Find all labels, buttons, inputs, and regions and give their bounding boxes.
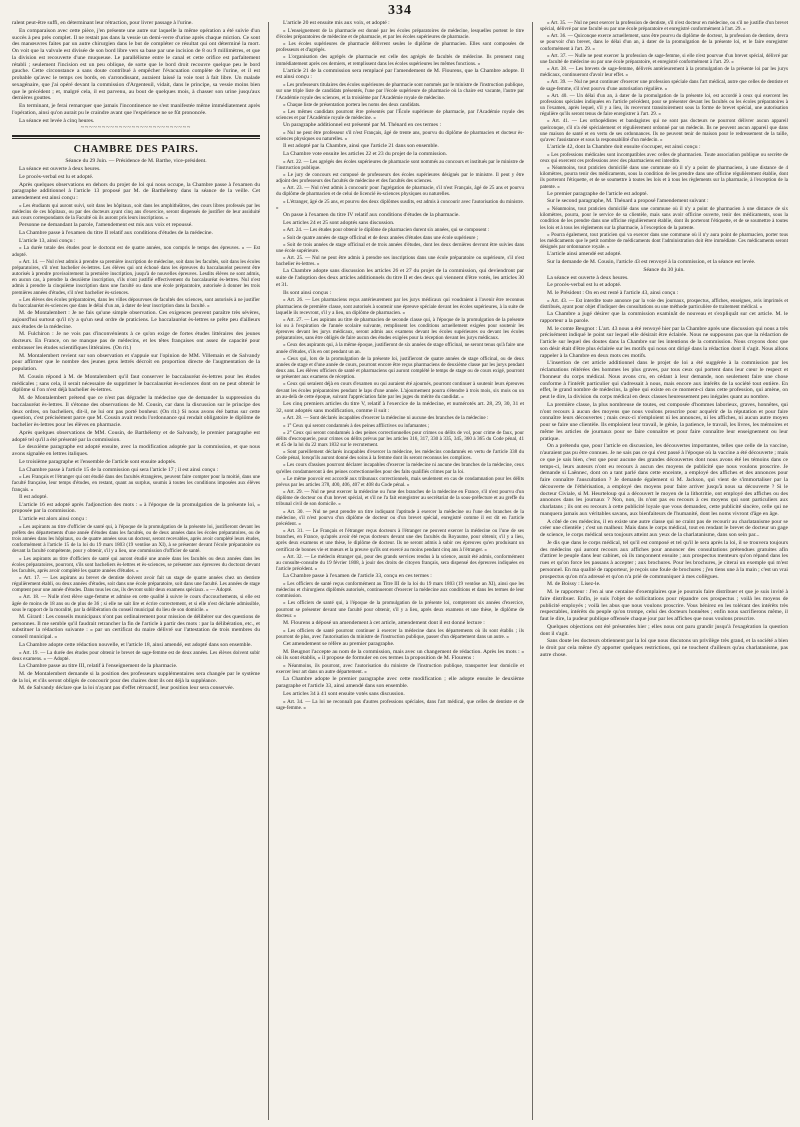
quoted-article: « Art. 22. — Les agrégés des écoles supérieures de pharmacie sont nommés au concours et institués par le ministre de l'instruction publique.	[276, 158, 524, 171]
quoted-article: « Ceux qui seraient déjà en cours d'examen ou qui auraient été ajournés, pourront continuer à soutenir leurs épreuves devant les écoles préparatoires pendant le laps d'une année. L'ajournement pourra s'étendre à trois mois, six mois ou un an au-delà de cette époque, suivant l'appréciation faite par les juges du mérite du candidat. »	[276, 381, 524, 400]
paragraph: Les cinq premiers articles du titre V, relatif à l'exercice de la médecine, et numérotés art. 28, 29, 30, 31 et 32, sont adoptés sans modification, comme il suit :	[276, 400, 524, 414]
quoted-article: « Art. 34. — La loi ne reconnaît pas d'autres professions spéciales, dans l'art médical, que celles de dentiste et de sage-femme. »	[276, 698, 524, 711]
paragraph: La séance est levée à cinq heures.	[19, 117, 95, 124]
speech: A côté de ces médecins, il en existe une autre classe qui ne craint pas de recourir au charlatanisme pour se créer une clientèle ; c'est un malheur. Mais dans le corps médical, tout en rendant le brevet de docteur un gage de science, le corps médical sera toujours atteint aux yeux de la charlatanisme, dans son sein par...	[540, 518, 788, 539]
paragraph: La Chambre adopte le premier paragraphe avec cette modification ; elle adopte ensuite le deuxième paragraphe et l'article 33, ainsi amendé dans son ensemble.	[276, 676, 524, 690]
paragraph: La Chambre adopte cette rédaction nouvelle, et l'article 18, ainsi amendé, est adopté dans son ensemble.	[19, 641, 252, 648]
quoted-article: « Art. 41. — Les orthopédistes et bandagistes qui ne sont pas docteurs ne pourront délivrer aucun appareil quelconque, s'il n'a été spécialement et régulièrement ordonné par un médecin. Ils ne peuvent aucun appareil que dans une maison de santé et en vertu de ses ordonnances. Ils ne peuvent tenir de maison pour le redressement de la taille, qu'avec l'assistance et sous la responsabilité d'un médecin. »	[540, 118, 788, 143]
speech: M. de Montalembert : Je ne fais qu'une simple observation. Ces exigences peuvent paraître très sévères, aujourd'hui surtout qu'il n'y a qu'un seul ordre de praticiens. Le baccalauréat ès-lettres se prête peu d'ailleurs aux études de la médecine.	[12, 310, 260, 330]
quoted-article: « Art. 29. — Nul ne peut exercer la médecine ou l'une des branches de la médecine en France, s'il n'est pourvu d'un diplôme de docteur ou d'un brevet spécial, et s'il ne l'a fait enregistrer au secrétariat de la sous-préfecture et au greffe du tribunal civil de son domicile. »	[276, 489, 524, 508]
paragraph: L'article ainsi amendé est adopté.	[547, 251, 622, 258]
quoted-article: « Art. 38. — Les brevets de sage-femme, délivrés antérieurement à la promulgation de la présente loi par les jurys médicaux, continueront d'avoir leur effet. »	[540, 66, 788, 79]
quoted-article: « Art. 31. — Le Français et l'étranger reçus docteurs à l'étranger ne peuvent exercer la médecine ou l'une de ses branches, en France, qu'après avoir été reçus docteurs devant une des facultés du Royaume, pour obtenir, s'il y a lieu, après deux examens et une thèse, le diplôme de docteur. Ils ne seront admis à subir ces épreuves qu'en produisant un certificat de bonnes vie et mœurs et la preuve qu'ils ont exercé au moins pendant cinq ans à l'étranger. »	[276, 528, 524, 553]
speech: M. de Boissy : Lisez-le.	[547, 581, 601, 588]
quoted-article: « Les élèves des écoles préparatoires, dans les villes dépourvues de facultés des sciences, sont autorisés à ne justifier du baccalauréat ès-sciences que dans le délai d'un an, à dater de leur inscription dans la faculté. »	[12, 296, 260, 309]
section-rule	[12, 138, 260, 139]
paragraph: L'article 21 de la commission sera remplacé par l'amendement de M. Flourens, que la Chambre adopte. Il est ainsi conçu :	[276, 67, 524, 81]
speech: M. Cousin répond à M. de Montalembert qu'il faut conserver le baccalauréat ès-lettres pour les études médicales ; sans cela, il serait nécessaire de supprimer le baccalauréat ès-sciences dont on ne peut obtenir le diplôme si l'on n'est déjà bachelier ès-lettres.	[12, 373, 260, 394]
paragraph: Cet amendement se réfère au premier paragraphe.	[283, 640, 395, 647]
quoted-article: « Art. 32. — Le médecin étranger qui, pour des grands services rendus à la science, aurait été admis, conformément au consulte-consulte du 19 février 1808, à jouir des droits de citoyen français, sera dispensé des épreuves indiquées en l'article précédent. »	[276, 553, 524, 572]
quoted-article: « Art. 24. — Les études pour obtenir le diplôme de pharmacien durent six années, qui se composent :	[283, 227, 490, 234]
sitting-header: Séance du 30 juin.	[643, 266, 685, 273]
quoted-article: « L'enseignement de la pharmacie est donné par les écoles préparatoires de médecine, lesquelles portent le titre d'écoles préparatoires de médecine et de pharmacie, et par les écoles supérieures de pharmacie.	[276, 27, 524, 40]
paragraph: Le procès-verbal est lu et adopté.	[19, 173, 94, 180]
quoted-article: « Les officiers de santé pourront continuer à exercer la médecine dans les départements où ils sont établis ; ils pourront de plus, avec l'autorisation du ministre de l'instruction publique, passer d'un département dans un autre. »	[276, 627, 524, 640]
paragraph: L'article 13, ainsi conçu :	[19, 237, 76, 244]
quoted-article: « Nul ne peut être professeur s'il n'est Français, âgé de trente ans, pourvu du diplôme de pharmacien et docteur ès-sciences physiques ou naturelles. »	[276, 129, 524, 143]
speech: M. de Salvandy déclare que la loi n'ayant pas d'effet rétroactif, leur position leur sera conservée.	[19, 685, 235, 692]
paragraph: Le procès-verbal est lu et adopté.	[547, 282, 622, 289]
paragraph: L'article 42, dont la Chambre doit ensuite s'occuper, est ainsi conçu :	[547, 143, 701, 150]
paragraph: La séance est ouverte à deux heures.	[547, 274, 629, 281]
quoted-article: « Art. 18. — Nulle n'est élève sage-femme et admise en cette qualité à suivre le cours d'accouchements, si elle est âgée de moins de 18 ans ou de plus de 36 ; si elle ne sait lire et écrire correctement, et si elle n'est déclarée admissible, sous le rapport de la moralité, par la délibération du conseil municipal du lieu de son domicile. »	[12, 594, 260, 613]
quoted-article: « Art. 14. — Nul n'est admis à prendre sa première inscription de médecine, soit dans les facultés, soit dans les écoles préparatoires, s'il n'est bachelier ès-lettres. Les élèves qui ont échoué dans les épreuves du baccalauréat peuvent être autorisés à prendre provisoirement la première inscription, jusqu'à de nouvelles épreuves. Lesdits élèves ne sont admis, en aucun cas, à prendre la deuxième inscription, s'ils n'ont justifié effectivement du baccalauréat ès-lettres. Nul n'est admis à prendre la cinquième inscription dans une faculté ou dans une école préparatoire, autorisée à donner les trois premières années d'études, s'il n'est bachelier ès-sciences.	[12, 258, 260, 296]
paragraph: ralent peut-être suffi, en déterminant leur rétraction, pour livrer passage à l'urine.	[12, 20, 193, 26]
quoted-article: « Néanmoins, ils pourront, avec l'autorisation du ministre de l'instruction publique, transporter leur domicile et exercer leur art dans un autre département. »	[276, 663, 524, 676]
quoted-article: « Art. 40. — Un délai d'un an, à dater de la promulgation de la présente loi, est accordé à ceux qui exercent les professions spéciales indiquées en l'article précédent, pour se présenter devant les facultés ou les écoles préparatoires à un l'examen, après lequel, s'il y a lieu, ils recevront transitoirement sous la forme de brevet spécial, une autorisation régulière qu'ils seront tenus de faire enregistrer à l'art. 29. »	[540, 92, 788, 118]
page-number: 334	[388, 3, 412, 18]
paragraph: La Chambre adopte sans discussion les articles 26 et 27 du projet de la commission, qui deviendront par suite de l'adoption des deux articles additionnels du titre II et des deux qui viennent d'être votés, les articles 30 et 31.	[276, 268, 524, 288]
quoted-article: « Art. 26. — Les pharmaciens reçus antérieurement par les jurys médicaux qui voudraient à l'avenir être reconnus pharmaciens de première classe, sont autorisés à soutenir une épreuve spéciale devant les écoles supérieures, à la suite de laquelle ils recevront, s'il y a lieu, un diplôme de pharmacien. »	[276, 297, 524, 316]
column-divider	[532, 22, 533, 1120]
speech: M. Beugnot l'accepte au nom de la commission, mais avec un changement de rédaction. Après les mots : « où ils sont établis, » il propose de formuler en ces termes la proposition de M. Flourens :	[276, 648, 524, 662]
quoted-article: « Art. 35. — Nul ne peut exercer la profession de dentiste, s'il n'est docteur en médecine, ou s'il ne justifie d'un brevet spécial, délivré par une faculté ou par une école préparatoire et enregistré conformément à l'art. 29. »	[540, 20, 788, 33]
quoted-article: « Art. 37. — Nulle ne peut exercer la profession de sage-femme, si elle n'est pourvue d'un brevet spécial, délivré par une faculté de médecine ou par une école préparatoire, et enregistré conformément à l'art. 29. »	[540, 52, 788, 65]
speech: M. Montalembert revient sur son observation et s'appuie sur l'opinion de MM. Villemain et de Salvandy pour affirmer que le nombre des jeunes gens lettrés décroît en proportion directe de l'augmentation de la population.	[12, 352, 260, 373]
paragraph: Le premier paragraphe de l'article est adopté.	[547, 190, 648, 197]
quoted-article: « L'organisation des agrégés de pharmacie est celle des agrégés de facultés de médecine. Ils prennent rang immédiatement après ces derniers, et remplissent dans les écoles supérieures les mêmes fonctions. »	[276, 54, 524, 67]
paragraph: L'article est alors ainsi conçu :	[19, 516, 87, 522]
speech: Quelques objections ont été présentées hier ; elles nous ont paru grandir jusqu'à l'exagération la question dont il s'agit.	[540, 623, 788, 637]
quoted-article: « Ceux qui, lors de la promulgation de la présente loi, justifieront de quatre années de stage officinal, ou de deux années de stage et d'une année de cours, pourront encore être reçus pharmaciens de deuxième classe par les jurys pendant deux ans. Les élèves officiers de santé et pharmaciens qui auront complété le temps de stage ou de cours exigé, pourront se présenter aux examens de réception.	[276, 355, 524, 381]
quoted-article: « Les professeurs titulaires des écoles supérieures de pharmacie sont nommés par le ministre de l'instruction publique, sur une triple liste de candidats présentés, l'une par l'école supérieure de pharmacie où la chaire est vacante, l'autre par l'Académie royale des sciences, et la troisième par l'Académie royale de médecine.	[276, 82, 524, 101]
quoted-article: « Les écoles supérieures de pharmacie délivrent seules le diplôme de pharmacien. Elles sont composées de professeurs et d'agrégés.	[276, 41, 524, 54]
column-right	[540, 20, 788, 1120]
quoted-article: « 1° Ceux qui seront condamnés à des peines afflictives ou infamantes ;	[283, 422, 430, 429]
sitting-header: Séance du 29 Juin. — Présidence de M. Barthe, vice-président.	[65, 158, 207, 165]
section-ornament: ~~~~~~~~~~~~~~~~~~~~~~~~~~	[80, 125, 192, 132]
quoted-article: « Art. 23. — Nul n'est admis à concourir pour l'agrégation de pharmacie, s'il n'est Français, âgé de 25 ans et pourvu du diplôme de pharmacien et de celui de licencié ès-sciences physiques ou naturelles.	[276, 185, 524, 198]
paragraph: On passe à l'examen du titre IV relatif aux conditions d'études de la pharmacie.	[283, 211, 460, 218]
section-heading: CHAMBRE DES PAIRS.	[73, 144, 199, 156]
speech: M. le comte Beugnot : L'art. 43 nous a été renvoyé hier par la Chambre après une discussion qui nous a très précisément indiqué le point sur lequel elle désirait être éclairée. Nous ne supposons pas que la rédaction de l'article sur lequel des doutes dans la Chambre sur les intentions de la commission. Nous croyons donc que son désir était d'être plus éclairée sur les motifs qui nous ont dirigé dans la rédaction dont il s'agit. Nous allons rappeler à la Chambre en deux mots ces motifs.	[540, 325, 788, 359]
quoted-article: « Les étudiants qui auront suivi, soit dans les hôpitaux, soit dans les amphithéâtres, des cours libres professés par les médecins de ces hôpitaux, ou par des docteurs ayant cinq ans d'exercice, seront dispensés de justifier de leur assiduité aux cours correspondants de la Faculté où ils auront pris leurs inscriptions. »	[12, 202, 260, 222]
speech: M. de Montalembert demande si la position des professeurs supplémentaires sera changée par le système de la loi, et s'ils seront obligés de concourir pour des chaires dont ils ont déjà la suppléance.	[12, 670, 260, 684]
paragraph: La Chambre vote ensuite les articles 22 et 23 du projet de la commission.	[283, 150, 448, 157]
quoted-article: « Néanmoins, tout praticien domicilié dans une commune où il n'y a point de pharmaciens, à une distance de 4 kilomètres, pourra tenir des médicaments, sous la condition de les prendre dans une officine régulièrement établie, dont ils porteront l'étiquette, et de se soumettre à toutes les lois et à tous les règlements sur la pharmacie, à l'exception de la patente. »	[540, 165, 788, 190]
quoted-article: « Les officiers de santé reçus conformément au Titre III de la loi du 19 mars 1803 (19 ventôse an XI), ainsi que les médecins et chirurgiens diplômés autorisés, continueront d'exercer la médecine aux conditions et dans les termes de leur commission.	[276, 580, 524, 600]
paragraph: Les articles 24 et 25 sont adoptés sans discussion.	[283, 219, 395, 226]
speech: M. le Président : On en est resté à l'article 43, ainsi conçu :	[547, 290, 679, 296]
paragraph: En comparaison avec cette pièce, j'en présente une autre sur laquelle la même opération a été suivie d'un succès à peu près complet. Il ne restait pas dans la vessie un demi-verre d'urine après chaque miction. Ce sont des manœuvres faites par un autre chirurgien dans le but de compléter ce résultat qui ont déterminé la mort. On voit que la valvule est divisée de son bord libre vers sa base par une incision de 8 ou 9 millimètres, et que la division est recouverte d'une muqueuse. Le parallélisme entre le canal et cette orifice est parfaitement rétabli ; seulement l'incision est un peu oblique, de sorte que le bord droit recouvre quelque peu le bord gauche. Cette circonstance a sans doute contribué à empêcher l'évacuation complète de l'urine, et il est probable qu'avec le temps ces bords, en s'arrondissant, auraient laissé la voie tout à fait libre. Un malade sexagénaire, que j'ai opéré devant la commission d'Argenteuil, vidait, dans le principe, sa vessie moins bien que le précédent ; et, malgré cela, il est parvenu, au bout de quelques mois, à chasser son urine jusqu'aux dernières gouttes.	[12, 27, 260, 102]
paragraph: L'article 16 est adopté après l'adjonction des mots : « à l'époque de la promulgation de la présente loi, » proposée par la commission.	[12, 501, 260, 515]
paragraph: Sur le second paragraphe, M. Thénard a proposé l'amendement suivant :	[547, 198, 709, 205]
quoted-article: « Art. 19. — La durée des études pour obtenir le brevet de sage-femme est de deux années. Les élèves doivent subir deux examens. » — Adopté.	[12, 649, 260, 662]
quoted-article: « Pourra également, tout praticien qui va exercer dans une commune où il n'y aura point de pharmacien, porter tous les médicaments que le petit nombre de médicaments dont l'administration doit être immédiate. Ces médicaments seront désignés par ordonnance royale. »	[540, 231, 788, 251]
paragraph: Ils sont ainsi conçus :	[283, 289, 332, 296]
speech: M. Fulchiron : Je ne vois pas d'inconvénients à ce qu'on exige de fortes études littéraires des jeunes docteurs. En France, on ne manque pas de médecins, et les têtes françaises ont assez de capacité pour embrasser les études scientifiques littéraires. (On rit.)	[12, 331, 260, 351]
speech: M. de Montalembert prétend que ce n'est pas dégrader la médecine que de demander la suppression du baccalauréat ès-lettres. Il s'étonne des observations de M. Cousin, car dans la discussion sur le principe des deux ordres, on bacheliers, dit-il, ne lui ont pas porté bonheur. (On rit.) Si nous avons été battus sur cette question, c'est précisément parce que M. Cousin avait rendu l'ordonnance qui rendait obligatoire le diplôme de bachelier ès-lettres pour les élèves en pharmacie.	[12, 395, 260, 429]
quoted-article: « Soit de quatre années de stage officinal et de deux années d'études dans une école supérieure ;	[283, 234, 479, 241]
quoted-article: « Art. 43. — Est interdite toute annonce par la voie des journaux, prospectus, affiches, enseignes, avis imprimés et distribués, ayant pour objet d'indiquer des consultations ou une méthode particulière de traitement médical. »	[540, 297, 788, 310]
paragraph: La séance est ouverte à deux heures.	[19, 166, 101, 172]
quoted-article: « Les Français et l'étranger qui ont étudié dans des facultés étrangères, peuvent faire compter pour la moitié, dans une faculté française, leur temps d'études, en restant, quant au surplus, soumis à toutes les conditions imposées aux élèves français. »	[12, 474, 260, 493]
quoted-article: « Les aspirants au titre d'officier de santé qui, à l'époque de la promulgation de la présente loi, justifieront devant les préfets des départements d'une année d'études dans les facultés, ou de deux années dans les écoles préparatoires, ou de trois années dans les hôpitaux, ou de quatre années sous un docteur, seront recevables, après avoir complété leurs études, conformément à l'article 15 de la loi du 19 mars 1803 (19 ventôse an XI), à se présenter devant l'école préparatoire ou devant la faculté compétente, pour y obtenir, s'il y a lieu, une commission d'officier de santé.	[12, 523, 260, 555]
paragraph: La Chambre a jugé désirer que la commission examinât de nouveau et s'expliquât sur cet article. M. le rapporteur a la parole.	[540, 311, 788, 324]
speech: La première classe, la plus nombreuse de toutes, est composée d'hommes laborieux, graves, honnêtes, qui n'ont recours à aucun des moyens que nous voulons proscrire pour acquérir de la réputation et pour faire connaître leurs découvertes ; mais ceux-ci n'emploient ni les annonces, ni les affiches, ni aucun autre moyen pour se faire une clientèle. Ils emploient leur travail, le génie, la patience, le travail, les livres, les mémoires et même les articles de journaux pour se faire connaître et pour faire connaître leur enseignement ou leur pratique.	[540, 401, 788, 442]
quoted-article: « L'étranger, âgé de 25 ans, et pourvu des deux diplômes susdits, est admis à concourir avec l'autorisation du ministre. »	[276, 198, 524, 211]
column-left	[12, 20, 260, 1120]
quoted-article: « Art. 28. — Sont déclarés incapables d'exercer la médecine ni aucune des branches de la médecine :	[283, 415, 489, 422]
quoted-article: « La durée totale des études pour le doctorat est de quatre années, non compris le temps des épreuves. » — Est adopté.	[12, 245, 260, 258]
quoted-article: « Les mêmes candidats pourront être présentés par l'École supérieure de pharmacie, par l'Académie royale des sciences et par l'Académie royale de médecine. »	[276, 108, 524, 121]
section-rule	[12, 135, 260, 137]
quoted-article: « Le jury de concours est composé de professeurs des écoles supérieures désignés par le ministre. Il peut y être adjoint des professeurs des facultés de médecine et des facultés des sciences.	[276, 172, 524, 185]
quoted-article: « Art. 27. — Les aspirans au titre de pharmacien de seconde classe qui, à l'époque de la promulgation de la présente loi ou à l'expiration de l'année scolaire suivante, remplissent les conditions actuellement exigées pour soutenir les épreuves devant les jurys médicaux, seront admis aux examens devant les écoles supérieures ou devant les écoles préparatoires, sans être obligés de faire aucun des études exigées pour la réception devant les jurys médicaux.	[276, 316, 524, 342]
quoted-article: « Sont pareillement déclarés incapables d'exercer la médecine, les médecins condamnés en vertu de l'article 338 du Code pénal, lorsqu'ils auront donné des soins à la femme dont ils seront reconnus les complices.	[276, 449, 524, 462]
paragraph: Le troisième paragraphe et l'ensemble de l'article sont ensuite adoptés.	[19, 458, 177, 465]
quoted-article: « Art. 30. — Nul ne peut prendre un titre indiquant l'aptitude à exercer la médecine ou l'une des branches de la médecine, s'il n'est pourvu d'un diplôme de docteur ou d'un brevet spécial, enregistré comme il est dit en l'article précédent. »	[276, 508, 524, 527]
quoted-article: « Les professions médicales sont incompatibles avec celles de pharmacien. Toute association publique ou secrète de ceux qui exercent ces professions avec des pharmaciens est interdite.	[540, 151, 788, 164]
speech: L'insertion de cet article additionnel dans le projet de loi a été suggérée à la commission par les réclamations réitérées des hommes les plus graves, par tous ceux qui portent dans leur cœur le respect et l'honneur du corps médical. Nous avons cru, en cédant à leur demande, non seulement faire une chose conforme à l'intérêt particulier qui s'adressait à nous, mais encore aux intérêts de la société tout entière. En effet, le grand nombre de médecins, la gêne qui existe en ce moment-ci dans cette profession, qui amène, on peut le dire, la division du corps médical en deux classes heureusement peu inégales quant au nombre.	[540, 360, 788, 401]
column-middle	[276, 20, 524, 1120]
speech: M. Girard : Les conseils municipaux n'ont pas ordinairement pour mission de délibérer sur des questions de personnes. Il me semble qu'il faudrait retrancher la fin de l'article à partir des mots : par la délibération, etc., et substituer la rédaction suivante : « par un certificat du maire délivré sur l'attestation de trois membres du conseil municipal. »	[12, 613, 260, 641]
paragraph: La Chambre passe à l'examen du titre II relatif aux conditions d'études de la médecine.	[19, 229, 213, 236]
quoted-article: « Chaque liste de présentation portera les noms des deux candidats.	[283, 101, 421, 108]
speech: M. le rapporteur : J'en ai une centaine d'exemplaires que je pourrais faire distribuer et que je suis invité à faire distribuer. Enfin, je suis l'objet de sollicitations pour répandre ces prospectus ; voilà les moyens de publicité employés ; voilà les abus que nous voulons proscrire. Vous bénirez en les tolérant des intérêts très respectables, intérêts du peuple qu'on trompe, celui des docteurs honnêtes ; enfin nous sacrifierons même, il faut le dire, la pudeur publique offensée chaque jour par les affiches que nous voulons proscrire.	[540, 589, 788, 623]
quoted-article: « Ceux des aspirants qui, à la même époque, justifieront de six années de stage officinal, ne seront tenus qu'à faire une année d'études, s'ils en ont pendant un an.	[276, 342, 524, 355]
paragraph: Le deuxième paragraphe est adopté ensuite, avec la modification adoptée par la commission, et que nous avons signalée en lettres italiques.	[12, 444, 260, 458]
quoted-article: « Les aspirants au titre d'officiers de santé qui auront étudié une année dans les facultés ou deux années dans les écoles préparatoires, pourront, s'ils sont bacheliers ès-lettres et ès-sciences, se présenter aux épreuves du doctorat devant les facultés, après avoir complété les quatre années d'études. »	[12, 555, 260, 574]
speech: On a prétendu que, pour l'article en discussion, les découvertes importantes, telles que celle de la vaccine, n'auraient pas pu être connues. Je ne sais pas ce qui s'est passé à l'époque où la vaccine a été découverte ; mais ce que je sais bien, c'est que pour aucune des grandes découvertes dont nous avons été les témoins dans ce temps-ci, leurs auteurs n'ont eu recours à aucun des moyens de publicité que nous voulons proscrire. Je demande si Laënnec, dont on a tant parlé dans cette enceinte, a employé des affiches et des annonces pour faire connaître l'auscultation ? Je demande également si M. Jackson, qui vient de s'immortaliser par la découverte de l'éthérisation, a employé des moyens pour faire arriver jusqu'à nous sa découverte ? Si le docteur Civiale, si M. Heurteloup qui a découvert le moyen de la lithotritie, ont employé des affiches ou des annonces dans les journaux ? Non, non, ils n'ont pas eu recours à ces moyens qui sont particuliers aux charlatans ; ils ont eu recours à cette publicité loyale que vous demandez, cette publicité sincère, celle qui ne manquera jamais aux véritables savans, aux bienfaiteurs de l'humanité, dont les noms vivront d'âge en âge.	[540, 443, 788, 517]
paragraph: L'article 20 est ensuite mis aux voix, et adopté :	[283, 20, 390, 26]
quoted-article: « 2° Ceux qui seront condamnés à des peines correctionnelles pour crimes ou délits de vol, pour crime de faux, pour délits d'escroquerie, pour crimes ou délits prévus par les articles 316, 317, 330 à 335, 345, 360 à 365 du Code pénal, 41 et 45 de la loi du 22 mars 1832 sur le recrutement.	[276, 429, 524, 448]
paragraph: La Chambre passe à l'examen de l'article 33, conçu en ces termes :	[283, 573, 432, 580]
paragraph: La Chambre passe au titre III, relatif à l'enseignement de la pharmacie.	[19, 663, 178, 669]
quoted-article: « Le même pouvoir est accordé aux tribunaux correctionnels, mais seulement en cas de condamnation pour les délits prévus par les articles 378, 400, 406, 407 et 408 du Code pénal. »	[276, 475, 524, 488]
quoted-article: « Art. 39. — Nul ne peut continuer d'exercer une profession spéciale dans l'art médical, autre que celles de dentiste et de sage-femme, s'il n'est pourvu d'une autorisation régulière. »	[540, 79, 788, 92]
quoted-article: « Les cours d'assises pourront déclarer incapables d'exercer la médecine ni aucune des branches de la médecine, ceux qu'elles condamneront à des peines correctionnelles pour des faits qualifiés crimes par la loi.	[276, 462, 524, 475]
paragraph: Il est adopté.	[19, 493, 48, 500]
paragraph: Sur la demande de M. Cousin, l'article 43 est renvoyé à la commission, et la séance est levée.	[547, 259, 756, 265]
paragraph: Les articles 34 à 41 sont ensuite votés sans discussion.	[283, 690, 405, 697]
paragraph: M. Flourens a déposé un amendement à cet article, amendement dont il est donné lecture :	[283, 619, 485, 626]
quoted-article: « Néanmoins, tout praticien domicilié dans une commune où il n'y a point de pharmacien à une distance de six kilomètres, pourra, pour le service de sa clientèle, mais sans avoir officine ouverte, tenir des médicaments, sous la condition de les prendre dans une officine régulièrement établie, dont ils porteront l'étiquette, et de se soumettre à toutes les lois et à tous les règlements sur la pharmacie, à l'exception de la patente.	[540, 206, 788, 231]
paragraph: Il est adopté par la Chambre, ainsi que l'article 21 dans son ensemble.	[283, 143, 439, 150]
paragraph: Après quelques observations de MM. Cousin, de Barthélemy et de Salvandy, le premier paragraphe est adopté tel qu'il a été présenté par la commission.	[12, 429, 260, 443]
paragraph: La Chambre passe à l'article 15 de la commission qui sera l'article 17 ; il est ainsi conçu :	[19, 466, 219, 473]
column-divider	[268, 22, 269, 1120]
speech: Je dis que dans le corps médical, tel qu'il est composé et tel qu'il le sera après la loi, il se trouvera toujours des médecins qui auront recours aux affiches pour annoncer des consultations prétendues gratuites afin d'attirer le peuple dans leur cabinet, où ils rançonnent ensuite ; aux prospectus menteurs qu'on répand dans les rues et qu'on force les passans à accepter ; aux brochures. Pour les brochures, je citerai un exemple qui m'est personnel. En ma qualité de rapporteur, je reçois une foule de brochures ; j'en tiens une à la main ; c'est un vrai prospectus qu'on m'a adressé et qu'on n'a prié de communiquer à mes collègues.	[540, 539, 788, 580]
paragraph: Après quelques observations en dehors du projet de loi qui nous occupe, la Chambre passe à l'examen du paragraphe additionnel à l'article 13 proposé par M. de Barthélemy dans la séance de la veille. Cet amendement est ainsi conçu :	[12, 181, 260, 201]
paragraph: En terminant, je ferai remarquer que jamais l'incontinence ne s'est manifestée même immédiatement après l'opération, ainsi qu'on aurait pu le craindre avant que l'expérience ne se fût prononcée.	[12, 103, 260, 116]
quoted-article: « Soit de trois années de stage officinal et de trois années d'études, dont les deux dernières devront être suivies dans une école supérieure.	[276, 241, 524, 254]
quoted-article: « Art. 17. — Les aspirans au brevet de dentiste doivent avoir fait un stage de quatre années chez un dentiste régulièrement établi, ou deux années d'études, soit dans une école préparatoire, soit dans une faculté. Les années de stage comptent pour une année d'études. Dans tous les cas, ils devront subir deux examens spéciaux. » — Adopté.	[12, 575, 260, 594]
quoted-article: « Art. 36. — Quiconque exerce actuellement, sans être pourvu du diplôme de docteur, la profession de dentiste, devra se pourvoir d'un brevet, dans le délai d'un an, à dater de la promulgation de la présente loi, et le faire enregistrer conformément à l'art. 29. »	[540, 33, 788, 52]
speech: Sans doute les docteurs obtiennent par la loi que nous discutons un privilège très grand, et la société a bien le droit par cela même d'y apporter quelques restrictions, qui ne touchent d'ailleurs qu'au charlatanisme, pas autre chose.	[540, 638, 788, 658]
quoted-article: « Les officiers de santé qui, à l'époque de la promulgation de la présente loi, compteront six années d'exercice, pourront se présenter devant une faculté pour obtenir, s'il y a lieu, après deux examens et une thèse, le diplôme de docteur. »	[276, 600, 524, 619]
paragraph: Un paragraphe additionnel est présenté par M. Thénard en ces termes :	[283, 122, 442, 129]
paragraph: Personne ne demandant la parole, l'amendement est mis aux voix et repoussé.	[19, 222, 193, 229]
quoted-article: « Art. 25. — Nul ne peut être admis à prendre ses inscriptions dans une école préparatoire ou supérieure, s'il n'est bachelier ès-lettres. »	[276, 255, 524, 268]
